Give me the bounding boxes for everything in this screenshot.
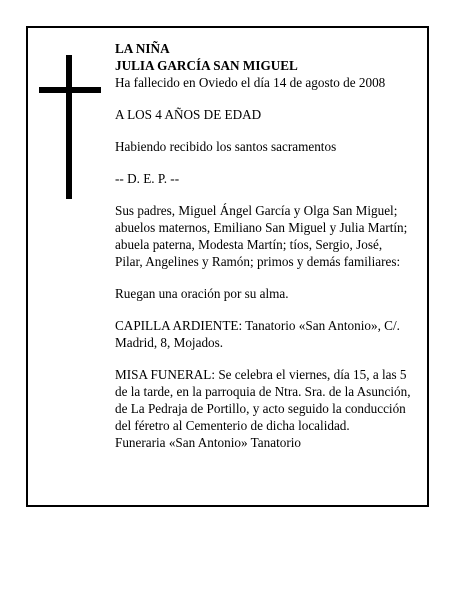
- chapel-line: CAPILLA ARDIENTE: Tanatorio «San Antonio», C/.: [115, 318, 400, 333]
- sacraments-statement: Habiendo recibido los santos sacramentos: [115, 139, 337, 154]
- funeral-line: de La Pedraja de Portillo, y acto seguido la conducción: [115, 401, 406, 416]
- family-line: Sus padres, Miguel Ángel García y Olga San Miguel;: [115, 203, 398, 218]
- funeral-line: de la tarde, en la parroquia de Ntra. Sra. de la Asunción,: [115, 384, 411, 399]
- deceased-name: JULIA GARCÍA SAN MIGUEL: [115, 58, 298, 73]
- rip-line: -- D. E. P. --: [115, 171, 180, 186]
- obituary-notice: [26, 26, 429, 507]
- death-statement: Ha fallecido en Oviedo el día 14 de agosto de 2008: [115, 75, 386, 90]
- cross-horizontal-bar: [39, 87, 101, 93]
- family-line: abuelos maternos, Emiliano San Miguel y Julia Martín;: [115, 220, 408, 235]
- family-paragraph: [115, 202, 420, 270]
- age-statement: A LOS 4 AÑOS DE EDAD: [115, 107, 262, 122]
- funeral-line: MISA FUNERAL: Se celebra el viernes, día 15, a las 5: [115, 367, 407, 382]
- family-line: abuela paterna, Modesta Martín; tíos, Sergio, José,: [115, 237, 383, 252]
- chapel-line: Madrid, 8, Mojados.: [115, 335, 224, 350]
- family-line: Pilar, Angelines y Ramón; primos y demás familiares:: [115, 254, 401, 269]
- cross-vertical-bar: [66, 55, 72, 199]
- funeral-paragraph: [115, 366, 420, 451]
- funeral-home-line: Funeraria «San Antonio» Tanatorio: [115, 435, 301, 450]
- prayer-request: Ruegan una oración por su alma.: [115, 286, 289, 301]
- notice-text: [115, 40, 420, 451]
- chapel-paragraph: [115, 317, 420, 351]
- funeral-line: del féretro al Cementerio de dicha localidad.: [115, 418, 350, 433]
- cross-icon: [39, 55, 101, 199]
- notice-heading-title: LA NIÑA: [115, 41, 170, 56]
